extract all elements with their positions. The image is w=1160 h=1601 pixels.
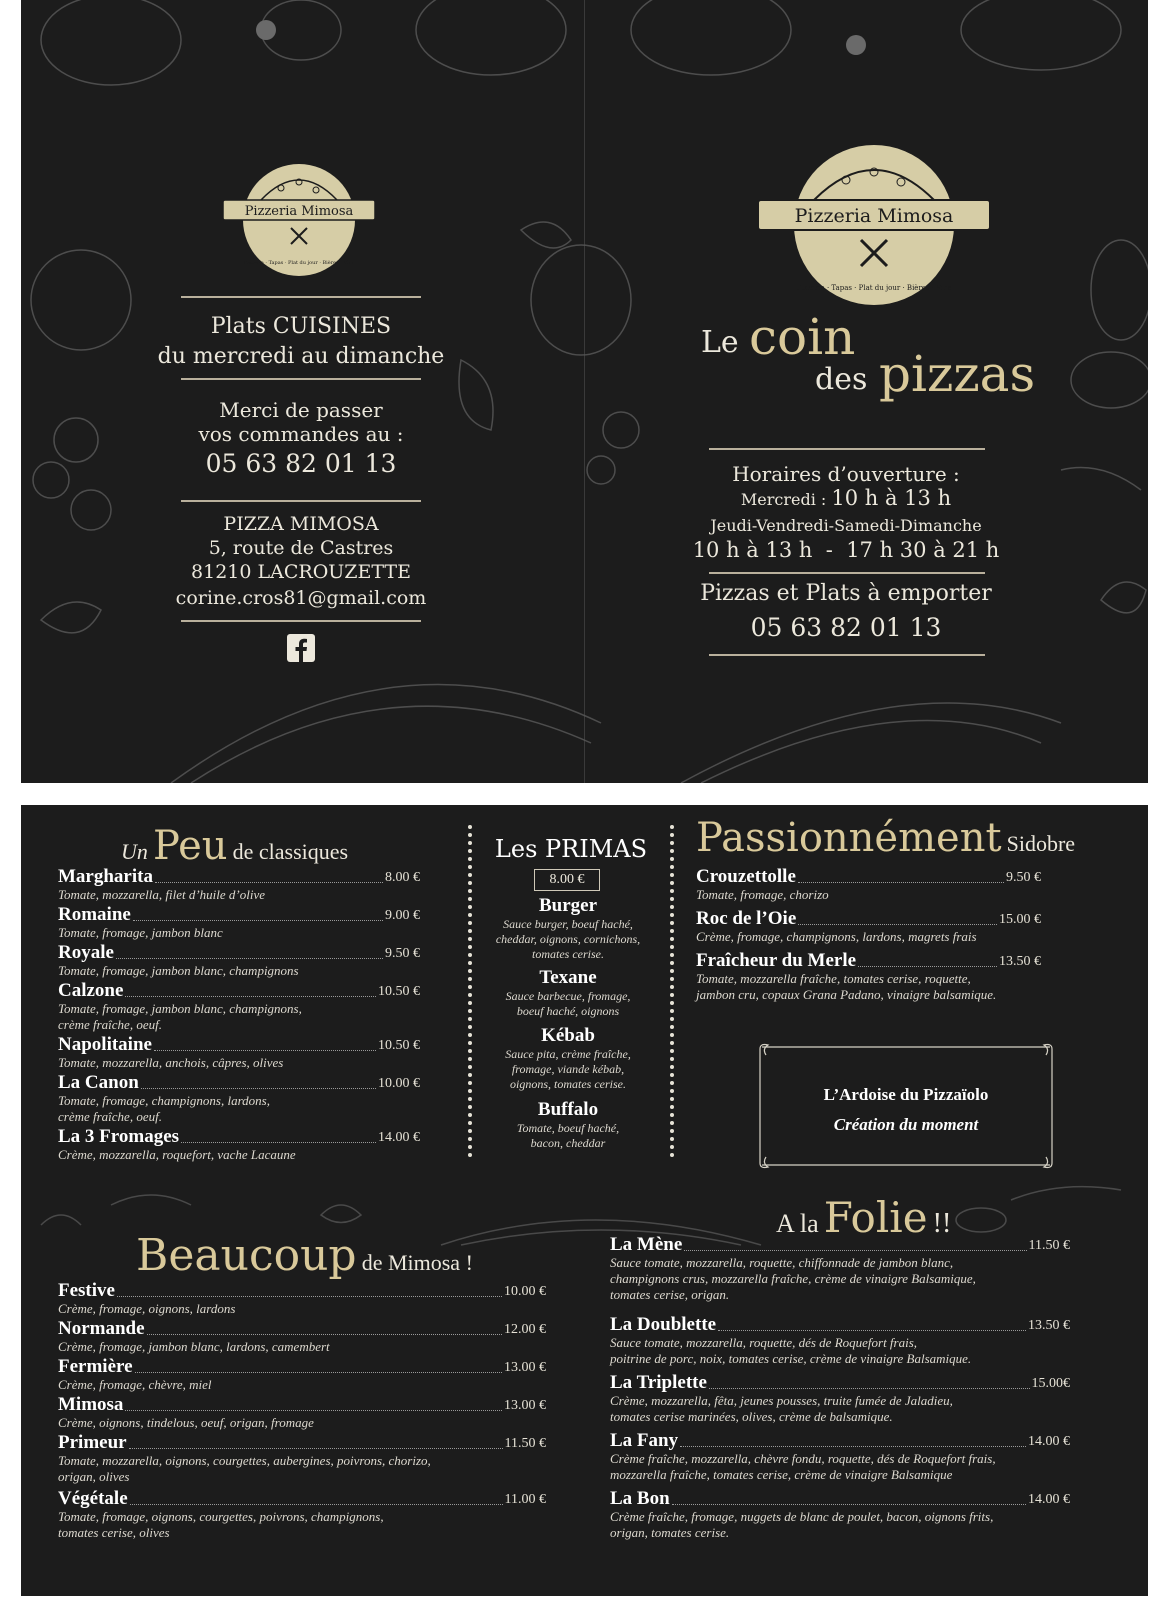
item-name: La Doublette bbox=[610, 1314, 717, 1335]
prima-description: tomates cerise. bbox=[532, 947, 604, 961]
item-description: Tomate, fromage, jambon blanc, champignons bbox=[58, 963, 299, 978]
ardoise-frame bbox=[756, 1043, 1056, 1169]
separator-dot bbox=[468, 1041, 472, 1045]
menu-item-header bbox=[58, 905, 420, 925]
menu-item-header bbox=[58, 1281, 546, 1301]
separator-dot bbox=[468, 825, 472, 829]
item-name: Fraîcheur du Merle bbox=[696, 950, 857, 971]
separator-dot bbox=[468, 1145, 472, 1149]
dotted-leader bbox=[135, 1372, 502, 1373]
separator-dot bbox=[670, 1025, 674, 1029]
order-line2: vos commandes au : bbox=[198, 422, 404, 446]
email-link[interactable]: corine.cros81@gmail.com bbox=[175, 587, 427, 609]
separator-dot bbox=[670, 985, 674, 989]
hours-wednesday bbox=[681, 486, 1011, 510]
cover-panel bbox=[21, 0, 1148, 783]
logo-left bbox=[221, 160, 377, 284]
separator-dot bbox=[468, 961, 472, 965]
menu-item bbox=[696, 909, 1041, 945]
item-name: La Fany bbox=[610, 1430, 679, 1451]
item-description: tomates cerise, origan. bbox=[610, 1287, 730, 1302]
separator-dot bbox=[670, 825, 674, 829]
pizzeria-logo bbox=[756, 140, 992, 310]
separator-dot bbox=[670, 1049, 674, 1053]
prima-description: Sauce barbecue, fromage, bbox=[505, 989, 631, 1003]
item-price: 9.50 € bbox=[385, 946, 420, 961]
item-description: Crème, fromage, jambon blanc, lardons, camembert bbox=[58, 1339, 330, 1354]
item-price: 10.00 € bbox=[504, 1284, 546, 1299]
separator-dot bbox=[468, 1137, 472, 1141]
dotted-separator bbox=[468, 825, 472, 1161]
item-description: Tomate, mozzarella, oignons, courgettes, aubergines, poivrons, chorizo, bbox=[58, 1453, 431, 1468]
item-name: Festive bbox=[58, 1280, 115, 1301]
separator-dot bbox=[468, 905, 472, 909]
item-description: Tomate, fromage, jambon blanc bbox=[58, 925, 223, 940]
phone-number: 05 63 82 01 13 bbox=[205, 449, 397, 478]
item-price: 9.00 € bbox=[385, 908, 420, 923]
item-price: 13.00 € bbox=[504, 1360, 546, 1375]
separator-dot bbox=[468, 1073, 472, 1077]
prima-name: Burger bbox=[538, 895, 598, 916]
plats-days: du mercredi au dimanche bbox=[157, 344, 445, 369]
menu-item bbox=[58, 1127, 420, 1163]
title-classiques: de classiques bbox=[232, 839, 349, 864]
plats-title: Plats CUISINES bbox=[210, 314, 392, 339]
dotted-leader bbox=[125, 1410, 502, 1411]
separator-dot bbox=[670, 1057, 674, 1061]
item-description: Tomate, mozzarella, filet d’huile d’olive bbox=[58, 887, 266, 902]
item-description: poitrine de porc, noix, tomates cerise, crème de vinaigre Balsamique. bbox=[610, 1351, 972, 1366]
menu-item-header bbox=[58, 1395, 546, 1415]
separator-dot bbox=[670, 1153, 674, 1157]
separator-dot bbox=[670, 953, 674, 957]
item-description: Crème, fromage, chèvre, miel bbox=[58, 1377, 212, 1392]
item-price: 14.00 € bbox=[378, 1130, 420, 1145]
item-description: crème fraîche, oeuf. bbox=[58, 1017, 162, 1032]
prima-item bbox=[483, 1025, 653, 1092]
svg-text:Pizzeria · Tapas · Plat du jou: Pizzeria · Tapas · Plat du jour · Bières · Vins bbox=[243, 260, 355, 266]
menu-item bbox=[58, 1035, 420, 1071]
section-title-classiques bbox=[121, 823, 348, 869]
prima-name: Kébab bbox=[541, 1025, 595, 1046]
item-price: 12.00 € bbox=[504, 1322, 546, 1337]
pizzeria-logo bbox=[221, 160, 377, 280]
dotted-leader bbox=[141, 1088, 376, 1089]
svg-text:Pizzeria · Tapas · Plat du jou: Pizzeria · Tapas · Plat du jour · Bières · Vins bbox=[796, 284, 952, 292]
title-sidobre: Sidobre bbox=[1006, 831, 1076, 856]
menu-item-header bbox=[58, 1433, 546, 1453]
separator-dot bbox=[670, 1129, 674, 1133]
item-description: crème fraîche, oeuf. bbox=[58, 1109, 162, 1124]
item-description: tomates cerise, olives bbox=[58, 1525, 170, 1540]
address-name: PIZZA MIMOSA bbox=[223, 513, 379, 535]
dotted-leader bbox=[858, 966, 997, 967]
separator-dot bbox=[670, 969, 674, 973]
item-description: Tomate, fromage, jambon blanc, champignons, bbox=[58, 1001, 302, 1016]
item-price: 11.50 € bbox=[504, 1436, 546, 1451]
separator-dot bbox=[468, 937, 472, 941]
menu-item-header bbox=[58, 1035, 420, 1055]
separator-dot bbox=[468, 1025, 472, 1029]
menu-item-header bbox=[610, 1373, 1070, 1393]
separator-dot bbox=[468, 1033, 472, 1037]
menu-item-header bbox=[610, 1431, 1070, 1451]
separator-dot bbox=[468, 1009, 472, 1013]
item-price: 11.50 € bbox=[1028, 1238, 1070, 1253]
item-name: Primeur bbox=[58, 1432, 127, 1453]
menu-item-header bbox=[58, 943, 420, 963]
menu-item-header bbox=[58, 867, 420, 887]
item-name: Fermière bbox=[58, 1356, 133, 1377]
separator-dot bbox=[468, 977, 472, 981]
item-name: La Canon bbox=[58, 1072, 139, 1093]
separator-dot bbox=[670, 1145, 674, 1149]
item-name: Calzone bbox=[58, 980, 124, 1001]
prima-item bbox=[483, 895, 653, 962]
dotted-leader bbox=[155, 882, 383, 883]
item-name: Napolitaine bbox=[58, 1034, 152, 1055]
item-name: La 3 Fromages bbox=[58, 1126, 180, 1147]
separator-dot bbox=[468, 913, 472, 917]
separator-dot bbox=[670, 1089, 674, 1093]
item-description: Crème fraîche, mozzarella, chèvre fondu, roquette, dés de Roquefort frais, bbox=[610, 1451, 996, 1466]
menu-item bbox=[58, 1281, 546, 1317]
menu-item-header bbox=[696, 867, 1041, 887]
prima-item bbox=[483, 1099, 653, 1151]
divider bbox=[181, 500, 421, 502]
separator-dot bbox=[670, 929, 674, 933]
dotted-leader bbox=[718, 1330, 1026, 1331]
title-passionnement: Passionnément bbox=[696, 815, 1002, 861]
title-coin: coin bbox=[749, 308, 856, 366]
logo-right bbox=[756, 140, 992, 314]
separator-dot bbox=[670, 1041, 674, 1045]
separator-dot bbox=[670, 1097, 674, 1101]
divider bbox=[709, 654, 985, 656]
dotted-separator bbox=[670, 825, 674, 1161]
dotted-leader bbox=[116, 958, 383, 959]
dotted-leader bbox=[798, 924, 997, 925]
separator-dot bbox=[468, 841, 472, 845]
item-description: mozzarella fraîche, tomates cerise, crème de vinaigre Balsamique bbox=[610, 1467, 953, 1482]
prima-description: bacon, cheddar bbox=[530, 1136, 606, 1150]
menu-item bbox=[58, 1073, 420, 1125]
separator-dot bbox=[670, 937, 674, 941]
item-name: Mimosa bbox=[58, 1394, 124, 1415]
separator-dot bbox=[468, 889, 472, 893]
dotted-leader bbox=[672, 1504, 1026, 1505]
separator-dot bbox=[670, 881, 674, 885]
separator-dot bbox=[468, 945, 472, 949]
separator-dot bbox=[468, 857, 472, 861]
item-description: Crème, oignons, tindelous, oeuf, origan, fromage bbox=[58, 1415, 314, 1430]
item-description: Tomate, mozzarella, anchois, câpres, olives bbox=[58, 1055, 284, 1070]
item-price: 8.00 € bbox=[385, 870, 420, 885]
dotted-leader bbox=[154, 1050, 376, 1051]
title-des: des bbox=[815, 362, 868, 397]
separator-dot bbox=[670, 857, 674, 861]
menu-item bbox=[610, 1315, 1070, 1367]
menu-item bbox=[58, 1357, 546, 1393]
item-description: Sauce tomate, mozzarella, roquette, dés de Roquefort frais, bbox=[610, 1335, 918, 1350]
separator-dot bbox=[468, 1081, 472, 1085]
separator-dot bbox=[468, 1089, 472, 1093]
item-description: Tomate, fromage, champignons, lardons, bbox=[58, 1093, 270, 1108]
takeaway-phone: 05 63 82 01 13 bbox=[750, 613, 942, 642]
item-description: Crème fraîche, fromage, nuggets de blanc de poulet, bacon, oignons frits, bbox=[610, 1509, 994, 1524]
menu-item-header bbox=[610, 1235, 1070, 1255]
address-city: 81210 LACROUZETTE bbox=[191, 561, 411, 583]
separator-dot bbox=[670, 865, 674, 869]
prima-description: oignons, tomates cerise. bbox=[510, 1077, 626, 1091]
dotted-leader bbox=[181, 1142, 376, 1143]
item-price: 10.50 € bbox=[378, 984, 420, 999]
hours-wed-time: 10 h à 13 h bbox=[831, 486, 952, 510]
separator-dot bbox=[468, 921, 472, 925]
separator-dot bbox=[670, 833, 674, 837]
hours-wed-label: Mercredi : bbox=[740, 490, 827, 509]
title-de-mimosa: de Mimosa ! bbox=[361, 1250, 473, 1275]
separator-dot bbox=[468, 1129, 472, 1133]
item-description: Crème, mozzarella, roquefort, vache Lacaune bbox=[58, 1147, 296, 1162]
divider bbox=[181, 296, 421, 298]
separator-dot bbox=[670, 1081, 674, 1085]
section-title-passionnement bbox=[696, 815, 1075, 861]
separator-dot bbox=[670, 905, 674, 909]
section-title-beaucoup bbox=[136, 1230, 473, 1281]
menu-item-header bbox=[58, 1127, 420, 1147]
title-beaucoup: Beaucoup bbox=[136, 1230, 357, 1281]
svg-text:Pizzeria Mimosa: Pizzeria Mimosa bbox=[244, 204, 354, 219]
item-price: 15.00 € bbox=[999, 912, 1041, 927]
item-name: Roc de l’Oie bbox=[696, 908, 797, 929]
item-price: 15.00€ bbox=[1031, 1376, 1070, 1391]
separator-dot bbox=[468, 953, 472, 957]
ardoise-line2: Création du moment bbox=[833, 1115, 979, 1134]
separator-dot bbox=[468, 985, 472, 989]
prima-description: fromage, viande kébab, bbox=[511, 1062, 625, 1076]
separator-dot bbox=[468, 993, 472, 997]
dotted-leader bbox=[130, 1504, 503, 1505]
takeaway-title: Pizzas et Plats à emporter bbox=[700, 581, 992, 606]
separator-dot bbox=[468, 929, 472, 933]
menu-item bbox=[58, 1395, 546, 1431]
separator-dot bbox=[468, 1113, 472, 1117]
prima-name: Texane bbox=[539, 967, 597, 988]
separator-dot bbox=[670, 961, 674, 965]
prima-item bbox=[483, 967, 653, 1019]
separator-dot bbox=[670, 993, 674, 997]
dotted-leader bbox=[117, 1296, 502, 1297]
item-price: 13.50 € bbox=[1028, 1318, 1070, 1333]
title-a-la: A la bbox=[776, 1209, 819, 1238]
separator-dot bbox=[670, 841, 674, 845]
separator-dot bbox=[670, 873, 674, 877]
dotted-leader bbox=[798, 882, 1004, 883]
svg-text:Pizzeria Mimosa: Pizzeria Mimosa bbox=[794, 205, 954, 227]
menu-item bbox=[58, 981, 420, 1033]
dotted-leader bbox=[133, 920, 383, 921]
title-un: Un bbox=[121, 839, 148, 864]
item-name: Margharita bbox=[58, 866, 153, 887]
prima-description: Sauce pita, crème fraîche, bbox=[505, 1047, 631, 1061]
item-price: 14.00 € bbox=[1028, 1434, 1070, 1449]
separator-dot bbox=[468, 881, 472, 885]
separator-dot bbox=[670, 1113, 674, 1117]
separator-dot bbox=[670, 921, 674, 925]
menu-item bbox=[610, 1235, 1070, 1303]
divider bbox=[709, 572, 985, 574]
separator-dot bbox=[468, 897, 472, 901]
separator-dot bbox=[670, 945, 674, 949]
separator-dot bbox=[670, 1033, 674, 1037]
item-name: Romaine bbox=[58, 904, 131, 925]
prima-description: Tomate, boeuf haché, bbox=[516, 1121, 620, 1135]
item-name: Royale bbox=[58, 942, 114, 963]
item-price: 14.00 € bbox=[1028, 1492, 1070, 1507]
item-description: Crème, fromage, oignons, lardons bbox=[58, 1301, 236, 1316]
separator-dot bbox=[468, 1001, 472, 1005]
item-price: 10.50 € bbox=[378, 1038, 420, 1053]
separator-dot bbox=[468, 1121, 472, 1125]
item-description: tomates cerise marinées, olives, crème de balsamique. bbox=[610, 1409, 893, 1424]
item-name: La Mène bbox=[610, 1234, 683, 1255]
separator-dot bbox=[468, 1057, 472, 1061]
menu-item-header bbox=[696, 909, 1041, 929]
dotted-leader bbox=[125, 996, 376, 997]
separator-dot bbox=[670, 1009, 674, 1013]
hours-days: Jeudi-Vendredi-Samedi-Dimanche bbox=[710, 516, 982, 535]
item-description: origan, tomates cerise. bbox=[610, 1525, 730, 1540]
menu-item bbox=[58, 943, 420, 979]
item-description: jambon cru, copaux Grana Padano, vinaigre balsamique. bbox=[696, 987, 997, 1002]
item-price: 13.00 € bbox=[504, 1398, 546, 1413]
primas-price: 8.00 € bbox=[534, 869, 600, 891]
menu-item bbox=[58, 905, 420, 941]
separator-dot bbox=[468, 1153, 472, 1157]
address-street: 5, route de Castres bbox=[208, 537, 394, 559]
item-name: Végétale bbox=[58, 1488, 128, 1509]
item-description: Tomate, mozzarella fraîche, tomates cerise, roquette, bbox=[696, 971, 971, 986]
item-price: 9.50 € bbox=[1006, 870, 1041, 885]
separator-dot bbox=[468, 1017, 472, 1021]
divider bbox=[709, 448, 985, 450]
item-description: Crème, fromage, champignons, lardons, magrets frais bbox=[696, 929, 977, 944]
menu-item bbox=[58, 1433, 546, 1485]
separator-dot bbox=[670, 849, 674, 853]
separator-dot bbox=[670, 889, 674, 893]
separator-dot bbox=[670, 1137, 674, 1141]
prima-description: boeuf haché, oignons bbox=[516, 1004, 620, 1018]
separator-dot bbox=[670, 1017, 674, 1021]
menu-item bbox=[696, 867, 1041, 903]
menu-item bbox=[610, 1431, 1070, 1483]
item-description: origan, olives bbox=[58, 1469, 130, 1484]
title-le: Le bbox=[701, 325, 739, 360]
item-description: Tomate, fromage, oignons, courgettes, poivrons, champignons, bbox=[58, 1509, 384, 1524]
separator-dot bbox=[468, 969, 472, 973]
item-description: Tomate, fromage, chorizo bbox=[696, 887, 829, 902]
menu-item-header bbox=[58, 1489, 546, 1509]
separator-dot bbox=[468, 1097, 472, 1101]
dotted-leader bbox=[684, 1250, 1026, 1251]
item-price: 10.00 € bbox=[378, 1076, 420, 1091]
dotted-leader bbox=[129, 1448, 503, 1449]
menu-item bbox=[58, 867, 420, 903]
item-description: Crème, mozzarella, fêta, jeunes pousses, truite fumée de Jaladieu, bbox=[610, 1393, 953, 1408]
separator-dot bbox=[468, 1065, 472, 1069]
separator-dot bbox=[468, 1105, 472, 1109]
menu-item bbox=[610, 1373, 1070, 1425]
separator-dot bbox=[670, 1121, 674, 1125]
hours-days-time: 10 h à 13 h - 17 h 30 à 21 h bbox=[692, 538, 1000, 562]
fold-line bbox=[584, 0, 585, 783]
menu-item-header bbox=[58, 1319, 546, 1339]
item-name: La Bon bbox=[610, 1488, 670, 1509]
title-exclam: !! bbox=[932, 1208, 952, 1239]
menu-item-header bbox=[610, 1315, 1070, 1335]
menu-item bbox=[610, 1489, 1070, 1541]
menu-item-header bbox=[696, 951, 1041, 971]
facebook-icon[interactable] bbox=[287, 634, 315, 662]
divider bbox=[181, 620, 421, 622]
menu-item-header bbox=[610, 1489, 1070, 1509]
item-description: Sauce tomate, mozzarella, roquette, chiffonnade de jambon blanc, bbox=[610, 1255, 954, 1270]
prima-description: cheddar, oignons, cornichons, bbox=[495, 932, 641, 946]
menu-panel bbox=[21, 805, 1148, 1596]
item-name: Normande bbox=[58, 1318, 145, 1339]
divider bbox=[181, 378, 421, 380]
prima-name: Buffalo bbox=[537, 1099, 599, 1120]
separator-dot bbox=[468, 849, 472, 853]
menu-item-header bbox=[58, 1357, 546, 1377]
primas-title: Les PRIMAS bbox=[494, 835, 648, 863]
title-folie: Folie bbox=[823, 1193, 928, 1242]
separator-dot bbox=[670, 977, 674, 981]
separator-dot bbox=[670, 1105, 674, 1109]
separator-dot bbox=[670, 1065, 674, 1069]
menu-item-header bbox=[58, 981, 420, 1001]
menu-item-header bbox=[58, 1073, 420, 1093]
menu-item bbox=[696, 951, 1041, 1003]
ardoise-line1: L’Ardoise du Pizzaïolo bbox=[823, 1085, 989, 1104]
separator-dot bbox=[670, 1001, 674, 1005]
separator-dot bbox=[670, 913, 674, 917]
separator-dot bbox=[468, 833, 472, 837]
order-line1: Merci de passer bbox=[219, 398, 383, 422]
dotted-leader bbox=[709, 1388, 1030, 1389]
item-name: La Triplette bbox=[610, 1372, 707, 1393]
title-pizzas: pizzas bbox=[879, 345, 1036, 403]
separator-dot bbox=[670, 897, 674, 901]
item-price: 13.50 € bbox=[999, 954, 1041, 969]
dotted-leader bbox=[147, 1334, 502, 1335]
title-peu: Peu bbox=[152, 823, 228, 869]
item-price: 11.00 € bbox=[504, 1492, 546, 1507]
separator-dot bbox=[468, 865, 472, 869]
separator-dot bbox=[468, 1049, 472, 1053]
prima-description: Sauce burger, boeuf haché, bbox=[503, 917, 633, 931]
menu-item bbox=[58, 1319, 546, 1355]
menu-item bbox=[58, 1489, 546, 1541]
separator-dot bbox=[670, 1073, 674, 1077]
separator-dot bbox=[468, 873, 472, 877]
hours-title: Horaires d’ouverture : bbox=[732, 462, 960, 486]
item-description: champignons crus, mozzarella fraîche, crème de vinaigre Balsamique, bbox=[610, 1271, 976, 1286]
dotted-leader bbox=[680, 1446, 1026, 1447]
item-name: Crouzettolle bbox=[696, 866, 796, 887]
